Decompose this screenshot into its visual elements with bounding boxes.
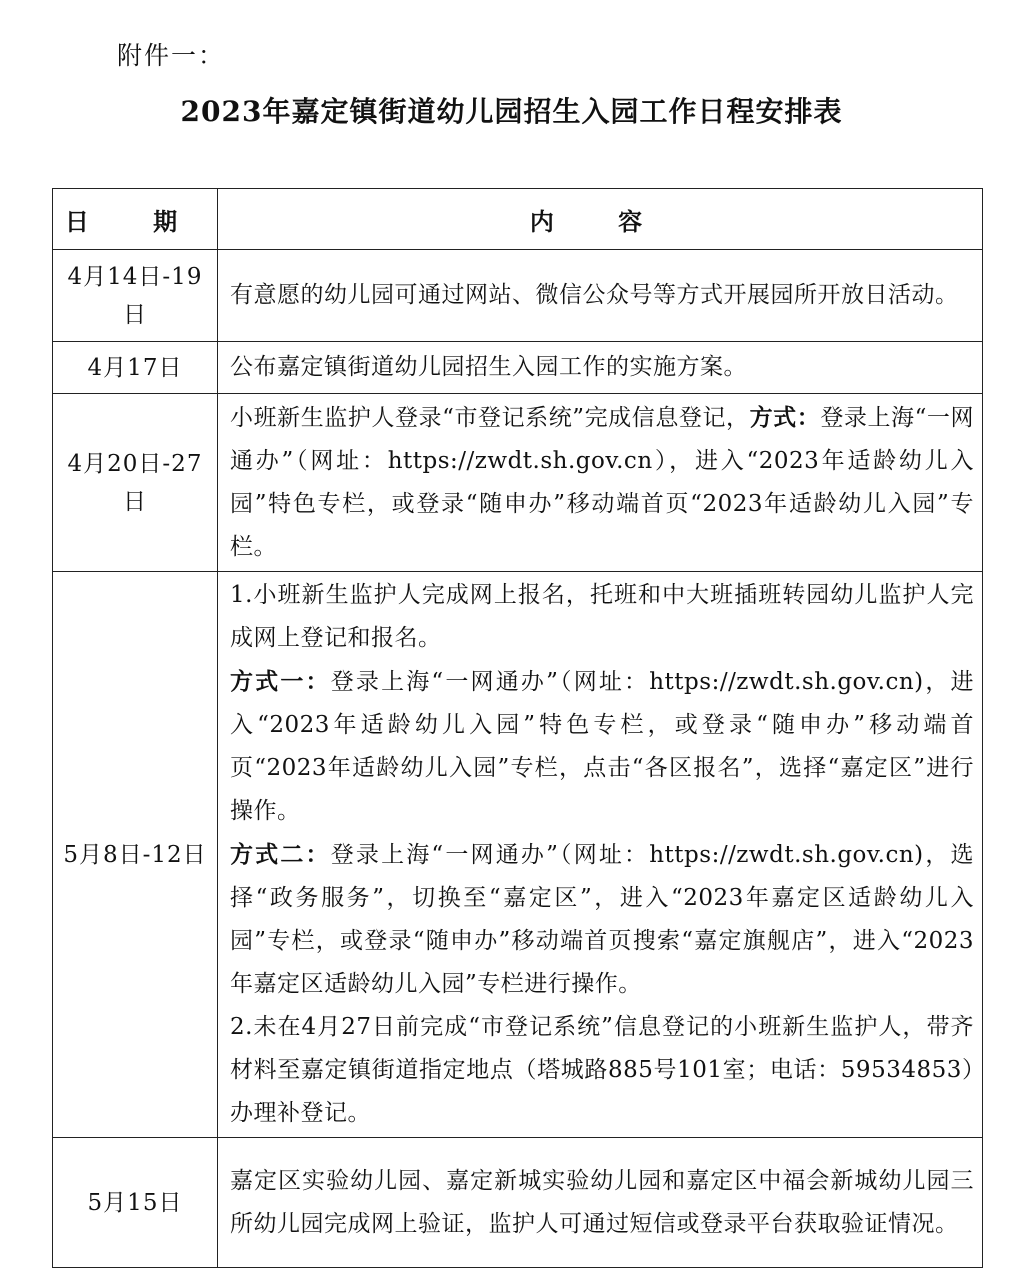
method-two-text: 登录上海“一网通办”（网址：https://zwdt.sh.gov.cn)，选择“政务服务”，切换至“嘉定区”，进入“2023年嘉定区适龄幼儿入园”专栏，或登录“随申办”移动端首页搜索“嘉定旗舰店”，进入“2023年嘉定区适龄幼儿入园”专栏进行操作。	[230, 842, 974, 997]
content-text: 小班新生监护人登录“市登记系统”完成信息登记，	[230, 405, 750, 431]
method-one-text: 登录上海“一网通办”（网址：https://zwdt.sh.gov.cn)，进入“2023年适龄幼儿入园”特色专栏，或登录“随申办”移动端首页“2023年适龄幼儿入园”专栏，点击“各区报名”，选择“嘉定区”进行操作。	[230, 669, 974, 824]
method-two-label: 方式二：	[230, 841, 331, 868]
table-row	[53, 342, 983, 394]
row-date: 5月8日-12日	[53, 572, 218, 1138]
table-header-row	[53, 189, 983, 250]
attachment-label: 附件一：	[117, 41, 226, 70]
paragraph-2: 2.未在4月27日前完成“市登记系统”信息登记的小班新生监护人，带齐材料至嘉定镇街道指定地点（塔城路885号101室；电话：59534853）办理补登记。	[230, 1014, 974, 1126]
row-content	[218, 394, 983, 572]
table-row	[53, 572, 983, 1138]
method-one	[230, 660, 974, 833]
row-content: 嘉定区实验幼儿园、嘉定新城实验幼儿园和嘉定区中福会新城幼儿园三所幼儿园完成网上验证，监护人可通过短信或登录平台获取验证情况。	[218, 1138, 983, 1268]
content-text: 登录上海“一网通办”（网址：https://zwdt.sh.gov.cn），进入“2023年适龄幼儿入园”特色专栏，或登录“随申办”移动端首页“2023年适龄幼儿入园”专栏。	[230, 405, 974, 560]
row-content: 有意愿的幼儿园可通过网站、微信公众号等方式开展园所开放日活动。	[218, 250, 983, 342]
table-row	[53, 394, 983, 572]
paragraph-1: 1.小班新生监护人完成网上报名，托班和中大班插班转园幼儿监护人完成网上登记和报名。	[230, 582, 974, 651]
header-date: 日 期	[53, 189, 218, 250]
row-date: 5月15日	[53, 1138, 218, 1268]
method-label: 方式：	[749, 404, 821, 431]
row-date: 4月17日	[53, 342, 218, 394]
table-row	[53, 250, 983, 342]
row-content: 公布嘉定镇街道幼儿园招生入园工作的实施方案。	[218, 342, 983, 394]
row-content	[218, 572, 983, 1138]
method-one-label: 方式一：	[230, 668, 331, 695]
row-date: 4月14日-19日	[53, 250, 218, 342]
table-row	[53, 1138, 983, 1268]
method-two	[230, 833, 974, 1006]
page-title: 2023年嘉定镇街道幼儿园招生入园工作日程安排表	[180, 95, 843, 128]
row-date: 4月20日-27日	[53, 394, 218, 572]
header-content: 内 容	[218, 189, 983, 250]
schedule-table	[52, 188, 983, 1268]
